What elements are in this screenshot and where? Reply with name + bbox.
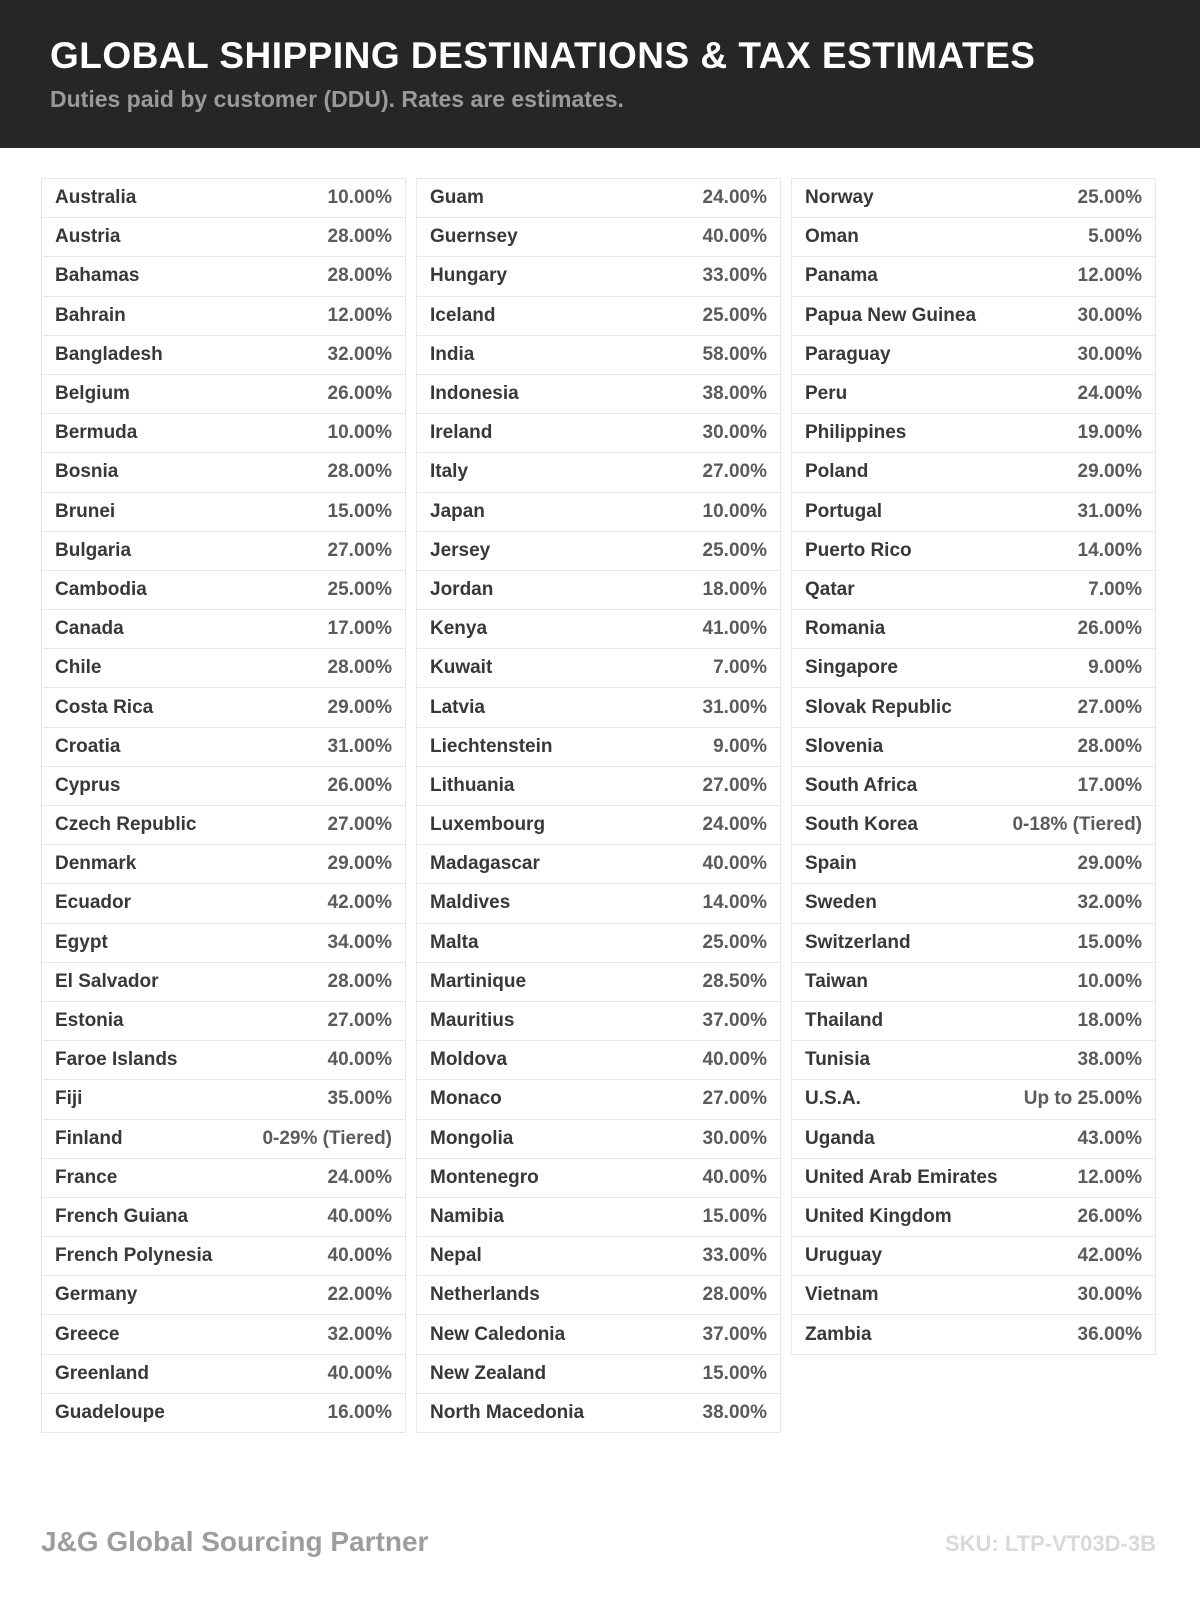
- rate-value: 26.00%: [327, 383, 392, 405]
- rate-value: 15.00%: [327, 500, 392, 522]
- rate-value: 30.00%: [702, 422, 767, 444]
- country-name: Greece: [55, 1323, 120, 1345]
- country-name: Guam: [430, 187, 484, 209]
- table-row: [792, 728, 1155, 767]
- table-row: [792, 1315, 1155, 1354]
- table-row: [42, 1002, 405, 1041]
- country-name: Taiwan: [805, 970, 868, 992]
- country-name: India: [430, 343, 475, 365]
- rate-value: 37.00%: [702, 1323, 767, 1345]
- rate-value: 41.00%: [702, 618, 767, 640]
- country-name: Egypt: [55, 931, 108, 953]
- rate-value: 34.00%: [327, 931, 392, 953]
- country-name: Bangladesh: [55, 343, 163, 365]
- rate-value: 29.00%: [1077, 853, 1142, 875]
- rate-value: 33.00%: [702, 265, 767, 287]
- table-row: [792, 924, 1155, 963]
- country-name: Brunei: [55, 500, 116, 522]
- rate-value: 28.50%: [702, 970, 767, 992]
- table-row: [42, 1237, 405, 1276]
- country-name: Netherlands: [430, 1284, 540, 1306]
- table-row: [792, 1041, 1155, 1080]
- rate-value: 40.00%: [702, 1166, 767, 1188]
- country-name: Monaco: [430, 1088, 502, 1110]
- rate-value: 12.00%: [1077, 265, 1142, 287]
- rate-value: 36.00%: [1077, 1323, 1142, 1345]
- table-row: [42, 963, 405, 1002]
- country-name: Bulgaria: [55, 539, 132, 561]
- table-row: [417, 493, 780, 532]
- table-row: [792, 1237, 1155, 1276]
- rate-value: 17.00%: [327, 618, 392, 640]
- country-name: Bermuda: [55, 422, 138, 444]
- table-row: [792, 571, 1155, 610]
- country-name: Iceland: [430, 304, 496, 326]
- table-row: [792, 806, 1155, 845]
- rate-value: 31.00%: [1077, 500, 1142, 522]
- country-name: Greenland: [55, 1362, 149, 1384]
- table-row: [792, 649, 1155, 688]
- table-row: [42, 1080, 405, 1119]
- country-name: Philippines: [805, 422, 907, 444]
- table-row: [792, 1276, 1155, 1315]
- country-name: Chile: [55, 657, 102, 679]
- rate-value: 28.00%: [327, 226, 392, 248]
- table-row: [42, 1355, 405, 1394]
- rate-value: 24.00%: [327, 1166, 392, 1188]
- rate-value: 17.00%: [1077, 774, 1142, 796]
- table-row: [42, 336, 405, 375]
- table-row: [792, 218, 1155, 257]
- rate-value: 25.00%: [702, 304, 767, 326]
- country-name: Australia: [55, 187, 137, 209]
- country-name: Ireland: [430, 422, 493, 444]
- table-row: [417, 1002, 780, 1041]
- country-name: Norway: [805, 187, 874, 209]
- table-row: [42, 845, 405, 884]
- rate-value: 5.00%: [1088, 226, 1142, 248]
- table-row: [417, 924, 780, 963]
- table-row: [792, 845, 1155, 884]
- table-row: [792, 884, 1155, 923]
- country-name: Guadeloupe: [55, 1401, 165, 1423]
- country-name: New Zealand: [430, 1362, 547, 1384]
- table-row: [42, 179, 405, 218]
- rate-value: 27.00%: [327, 814, 392, 836]
- rate-value: 18.00%: [702, 578, 767, 600]
- table-row: [792, 688, 1155, 727]
- country-name: Spain: [805, 853, 857, 875]
- country-name: Jordan: [430, 578, 494, 600]
- rate-value: 28.00%: [327, 265, 392, 287]
- country-name: Slovak Republic: [805, 696, 952, 718]
- country-name: Thailand: [805, 1010, 884, 1032]
- table-row: [417, 728, 780, 767]
- country-name: Namibia: [430, 1205, 504, 1227]
- country-name: Madagascar: [430, 853, 540, 875]
- table-row: [417, 610, 780, 649]
- country-name: Cyprus: [55, 774, 121, 796]
- rate-value: 30.00%: [702, 1127, 767, 1149]
- table-row: [417, 336, 780, 375]
- country-name: Maldives: [430, 892, 511, 914]
- country-name: Denmark: [55, 853, 137, 875]
- rate-value: 28.00%: [327, 461, 392, 483]
- country-name: Lithuania: [430, 774, 515, 796]
- rate-value: 14.00%: [1077, 539, 1142, 561]
- country-name: Austria: [55, 226, 121, 248]
- country-name: Costa Rica: [55, 696, 154, 718]
- table-row: [417, 1120, 780, 1159]
- country-name: Indonesia: [430, 383, 519, 405]
- country-name: Malta: [430, 931, 479, 953]
- rate-value: 38.00%: [702, 1401, 767, 1423]
- country-name: French Polynesia: [55, 1245, 213, 1267]
- rate-value: 30.00%: [1077, 1284, 1142, 1306]
- rate-value: 7.00%: [1088, 578, 1142, 600]
- country-name: Croatia: [55, 735, 121, 757]
- page-title: GLOBAL SHIPPING DESTINATIONS & TAX ESTIMATES: [50, 35, 1036, 77]
- rate-column-3: [791, 178, 1156, 1355]
- rate-value: 29.00%: [327, 853, 392, 875]
- table-row: [417, 1080, 780, 1119]
- table-row: [42, 218, 405, 257]
- rate-value: 40.00%: [327, 1049, 392, 1071]
- page-header: [0, 0, 1200, 148]
- country-name: Bahrain: [55, 304, 126, 326]
- rate-value: 28.00%: [702, 1284, 767, 1306]
- table-row: [792, 493, 1155, 532]
- rate-value: 40.00%: [327, 1205, 392, 1227]
- rate-value: 32.00%: [1077, 892, 1142, 914]
- rate-column-2: [416, 178, 781, 1433]
- country-name: Mongolia: [430, 1127, 514, 1149]
- rate-value: 33.00%: [702, 1245, 767, 1267]
- table-row: [42, 1041, 405, 1080]
- table-row: [417, 1394, 780, 1433]
- country-name: Poland: [805, 461, 869, 483]
- table-row: [417, 453, 780, 492]
- country-name: El Salvador: [55, 970, 159, 992]
- table-row: [417, 257, 780, 296]
- country-name: Latvia: [430, 696, 485, 718]
- table-row: [42, 688, 405, 727]
- rate-value: 40.00%: [702, 1049, 767, 1071]
- rate-value: 25.00%: [702, 539, 767, 561]
- table-row: [792, 179, 1155, 218]
- table-row: [42, 453, 405, 492]
- rate-value: 31.00%: [327, 735, 392, 757]
- rate-value: 15.00%: [1077, 931, 1142, 953]
- table-row: [42, 924, 405, 963]
- rate-value: 40.00%: [327, 1362, 392, 1384]
- rate-value: 10.00%: [327, 187, 392, 209]
- sku-label: SKU: LTP-VT03D-3B: [944, 1531, 1156, 1556]
- country-name: Faroe Islands: [55, 1049, 178, 1071]
- country-name: Papua New Guinea: [805, 304, 977, 326]
- country-name: Puerto Rico: [805, 539, 912, 561]
- country-name: Fiji: [55, 1088, 83, 1110]
- country-name: Paraguay: [805, 343, 891, 365]
- country-name: Qatar: [805, 578, 855, 600]
- table-row: [417, 806, 780, 845]
- rate-value: 38.00%: [702, 383, 767, 405]
- country-name: Bahamas: [55, 265, 140, 287]
- table-row: [417, 414, 780, 453]
- table-row: [792, 532, 1155, 571]
- table-row: [42, 375, 405, 414]
- table-row: [417, 649, 780, 688]
- table-row: [42, 806, 405, 845]
- table-row: [792, 767, 1155, 806]
- country-name: North Macedonia: [430, 1401, 585, 1423]
- country-name: Bosnia: [55, 461, 119, 483]
- table-row: [792, 1120, 1155, 1159]
- table-row: [417, 1198, 780, 1237]
- table-row: [42, 297, 405, 336]
- table-row: [417, 297, 780, 336]
- rate-value: 25.00%: [702, 931, 767, 953]
- rate-column-1: [41, 178, 406, 1433]
- country-name: United Arab Emirates: [805, 1166, 998, 1188]
- rate-value: 35.00%: [327, 1088, 392, 1110]
- table-row: [417, 1276, 780, 1315]
- country-name: Kuwait: [430, 657, 493, 679]
- rate-value: 28.00%: [327, 657, 392, 679]
- table-row: [42, 532, 405, 571]
- rate-value: 28.00%: [1077, 735, 1142, 757]
- rate-value: 28.00%: [327, 970, 392, 992]
- country-name: Ecuador: [55, 892, 132, 914]
- country-name: Estonia: [55, 1010, 124, 1032]
- rate-value: 27.00%: [1077, 696, 1142, 718]
- rate-value: 32.00%: [327, 343, 392, 365]
- table-row: [417, 845, 780, 884]
- country-name: Uruguay: [805, 1245, 883, 1267]
- country-name: Guernsey: [430, 226, 518, 248]
- rate-value: 32.00%: [327, 1323, 392, 1345]
- country-name: Japan: [430, 500, 485, 522]
- rate-value: 24.00%: [702, 187, 767, 209]
- table-row: [417, 963, 780, 1002]
- rate-value: 10.00%: [702, 500, 767, 522]
- rate-value: 14.00%: [702, 892, 767, 914]
- country-name: Italy: [430, 461, 469, 483]
- country-name: Slovenia: [805, 735, 884, 757]
- table-row: [417, 1315, 780, 1354]
- rate-value: 31.00%: [702, 696, 767, 718]
- country-name: Portugal: [805, 500, 883, 522]
- table-row: [42, 728, 405, 767]
- country-name: South Korea: [805, 814, 918, 836]
- country-name: United Kingdom: [805, 1205, 952, 1227]
- country-name: Nepal: [430, 1245, 482, 1267]
- country-name: Canada: [55, 618, 124, 640]
- rate-value: 26.00%: [327, 774, 392, 796]
- table-row: [417, 884, 780, 923]
- country-name: Singapore: [805, 657, 898, 679]
- rate-value: 27.00%: [327, 539, 392, 561]
- table-row: [792, 610, 1155, 649]
- rate-value: 38.00%: [1077, 1049, 1142, 1071]
- country-name: New Caledonia: [430, 1323, 566, 1345]
- country-name: Uganda: [805, 1127, 875, 1149]
- rate-value: 26.00%: [1077, 1205, 1142, 1227]
- country-name: Vietnam: [805, 1284, 879, 1306]
- rate-value: 42.00%: [327, 892, 392, 914]
- table-row: [42, 1276, 405, 1315]
- table-row: [417, 767, 780, 806]
- rate-value: 18.00%: [1077, 1010, 1142, 1032]
- table-row: [792, 1198, 1155, 1237]
- country-name: Romania: [805, 618, 886, 640]
- table-row: [42, 571, 405, 610]
- table-row: [417, 532, 780, 571]
- rate-value: 9.00%: [713, 735, 767, 757]
- rate-value: 25.00%: [1077, 187, 1142, 209]
- table-row: [42, 1120, 405, 1159]
- tax-rate-table: [0, 148, 1200, 1433]
- country-name: Zambia: [805, 1323, 872, 1345]
- rate-value: 24.00%: [1077, 383, 1142, 405]
- rate-value: 40.00%: [702, 853, 767, 875]
- rate-value: 30.00%: [1077, 343, 1142, 365]
- page-subtitle: Duties paid by customer (DDU). Rates are estimates.: [50, 85, 624, 112]
- table-row: [417, 688, 780, 727]
- country-name: Czech Republic: [55, 814, 197, 836]
- rate-value: 15.00%: [702, 1205, 767, 1227]
- country-name: Belgium: [55, 383, 130, 405]
- table-row: [792, 297, 1155, 336]
- table-row: [417, 218, 780, 257]
- rate-value: 27.00%: [327, 1010, 392, 1032]
- rate-value: 37.00%: [702, 1010, 767, 1032]
- country-name: Panama: [805, 265, 878, 287]
- table-row: [42, 884, 405, 923]
- table-row: [42, 767, 405, 806]
- table-row: [42, 1394, 405, 1433]
- table-row: [417, 571, 780, 610]
- rate-value: 40.00%: [327, 1245, 392, 1267]
- rate-value: 42.00%: [1077, 1245, 1142, 1267]
- table-row: [792, 1002, 1155, 1041]
- rate-value: 29.00%: [327, 696, 392, 718]
- rate-value: 25.00%: [327, 578, 392, 600]
- rate-value: Up to 25.00%: [1023, 1088, 1142, 1110]
- country-name: Oman: [805, 226, 859, 248]
- rate-value: 7.00%: [713, 657, 767, 679]
- table-row: [417, 1041, 780, 1080]
- rate-value: 40.00%: [702, 226, 767, 248]
- table-row: [792, 336, 1155, 375]
- rate-value: 15.00%: [702, 1362, 767, 1384]
- table-row: [42, 1159, 405, 1198]
- country-name: France: [55, 1166, 118, 1188]
- table-row: [792, 414, 1155, 453]
- table-row: [42, 1198, 405, 1237]
- rate-value: 27.00%: [702, 774, 767, 796]
- table-row: [792, 453, 1155, 492]
- table-row: [42, 1315, 405, 1354]
- table-row: [417, 1159, 780, 1198]
- country-name: Martinique: [430, 970, 527, 992]
- page-footer: [41, 1526, 1156, 1558]
- table-row: [792, 257, 1155, 296]
- country-name: Tunisia: [805, 1049, 871, 1071]
- country-name: Luxembourg: [430, 814, 546, 836]
- country-name: Hungary: [430, 265, 508, 287]
- rate-value: 26.00%: [1077, 618, 1142, 640]
- table-row: [42, 610, 405, 649]
- country-name: French Guiana: [55, 1205, 189, 1227]
- country-name: Kenya: [430, 618, 488, 640]
- rate-value: 0-18% (Tiered): [1012, 814, 1142, 836]
- country-name: Germany: [55, 1284, 138, 1306]
- country-name: South Africa: [805, 774, 918, 796]
- table-row: [42, 493, 405, 532]
- brand-name: J&G Global Sourcing Partner: [41, 1526, 429, 1557]
- rate-value: 9.00%: [1088, 657, 1142, 679]
- rate-value: 0-29% (Tiered): [262, 1127, 392, 1149]
- rate-value: 19.00%: [1077, 422, 1142, 444]
- table-row: [417, 1237, 780, 1276]
- country-name: Sweden: [805, 892, 877, 914]
- table-row: [417, 179, 780, 218]
- rate-value: 24.00%: [702, 814, 767, 836]
- rate-value: 58.00%: [702, 343, 767, 365]
- table-row: [792, 1080, 1155, 1119]
- table-row: [792, 375, 1155, 414]
- rate-value: 12.00%: [1077, 1166, 1142, 1188]
- table-row: [417, 1355, 780, 1394]
- table-row: [42, 414, 405, 453]
- rate-value: 10.00%: [1077, 970, 1142, 992]
- country-name: Switzerland: [805, 931, 911, 953]
- rate-value: 22.00%: [327, 1284, 392, 1306]
- rate-value: 30.00%: [1077, 304, 1142, 326]
- country-name: Finland: [55, 1127, 123, 1149]
- country-name: Jersey: [430, 539, 491, 561]
- rate-value: 10.00%: [327, 422, 392, 444]
- table-row: [42, 257, 405, 296]
- rate-value: 43.00%: [1077, 1127, 1142, 1149]
- rate-value: 29.00%: [1077, 461, 1142, 483]
- country-name: Liechtenstein: [430, 735, 553, 757]
- rate-value: 27.00%: [702, 461, 767, 483]
- country-name: Moldova: [430, 1049, 508, 1071]
- country-name: Cambodia: [55, 578, 147, 600]
- table-row: [792, 963, 1155, 1002]
- table-row: [417, 375, 780, 414]
- country-name: U.S.A.: [805, 1088, 861, 1110]
- rate-value: 27.00%: [702, 1088, 767, 1110]
- rate-value: 12.00%: [327, 304, 392, 326]
- table-row: [42, 649, 405, 688]
- country-name: Peru: [805, 383, 848, 405]
- country-name: Montenegro: [430, 1166, 539, 1188]
- table-row: [792, 1159, 1155, 1198]
- rate-value: 16.00%: [327, 1401, 392, 1423]
- country-name: Mauritius: [430, 1010, 515, 1032]
